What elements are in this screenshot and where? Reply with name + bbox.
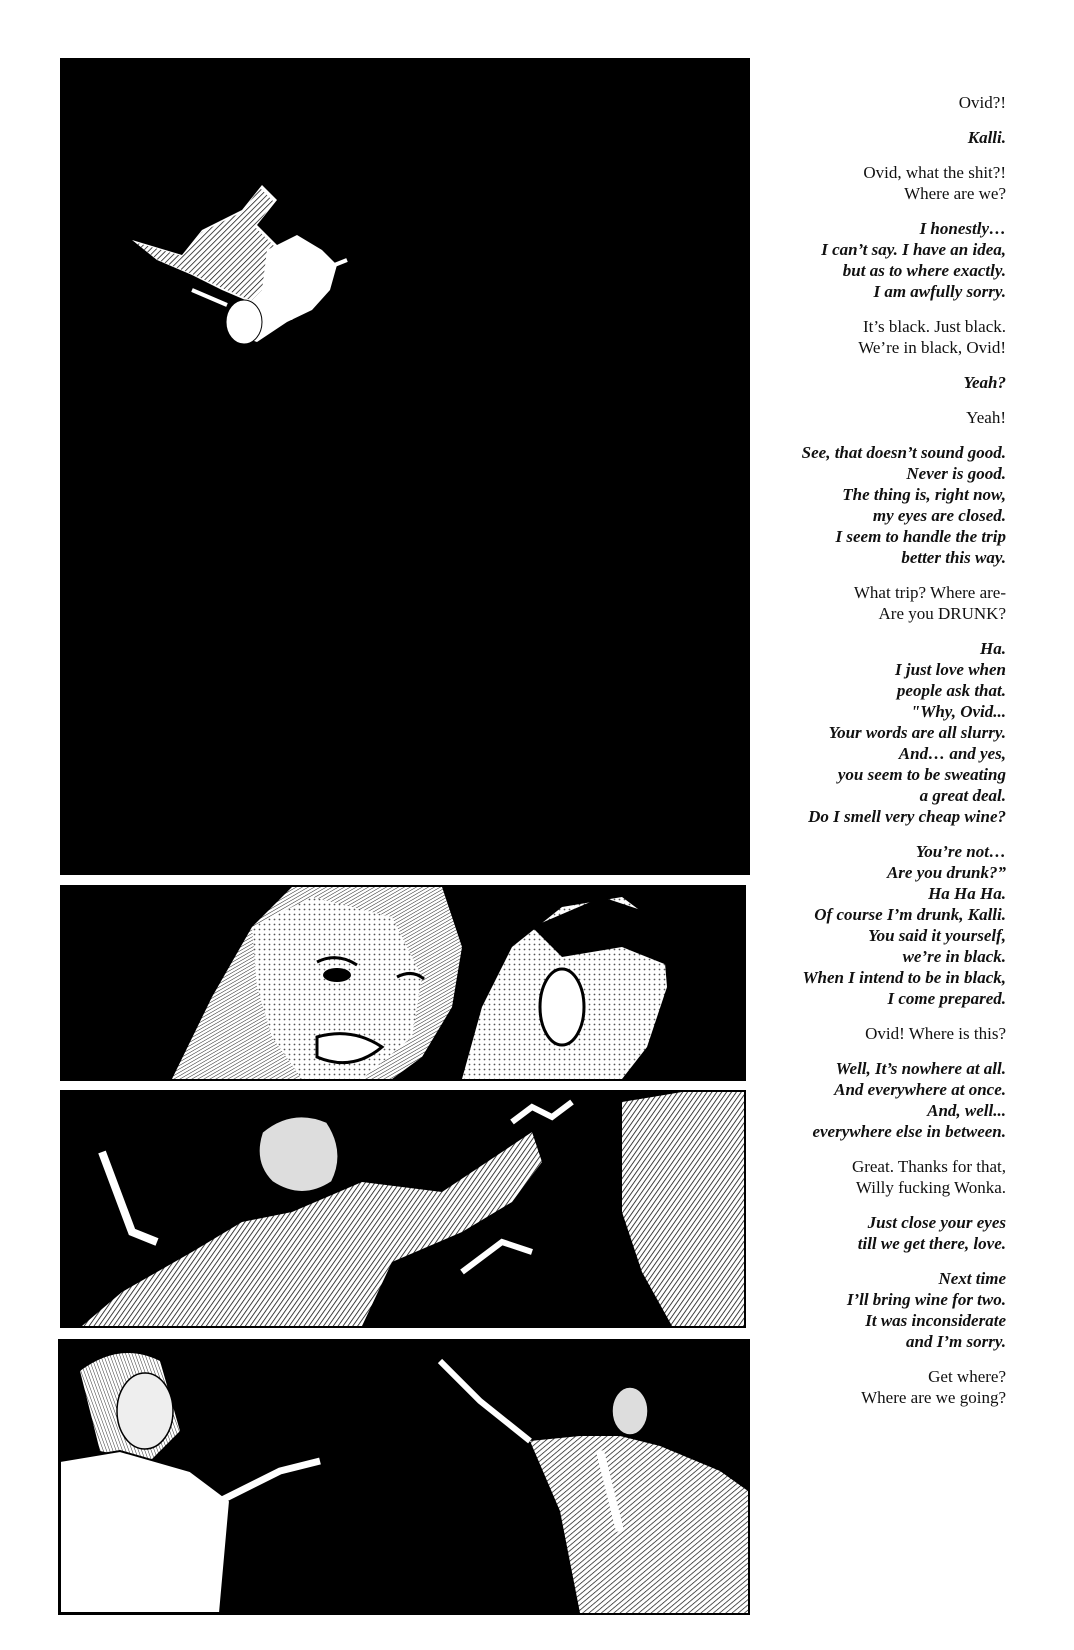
second-figure-shoulder [462, 1092, 744, 1326]
kalli-dialogue-line: Great. Thanks for that, Willy fucking Wonka. [851, 1157, 1006, 1197]
man-figure [440, 1361, 748, 1613]
ovid-dialogue-line: Yeah? [963, 373, 1006, 392]
woman-figure [60, 1353, 320, 1613]
comic-panel-closeup-faces [60, 885, 746, 1081]
kalli-dialogue-line: It’s black. Just black. We’re in black, Ovid! [858, 317, 1006, 357]
ovid-dialogue-line: Well, It’s nowhere at all. And everywhere at once. And, well... everywhere else in between. [812, 1059, 1006, 1141]
woman-face [172, 887, 462, 1079]
ovid-dialogue-line: I honestly… I can’t say. I have an idea, but as to where exactly. I am awfully sorry. [821, 219, 1006, 301]
ovid-dialogue-line: You’re not… Are you drunk?” Ha Ha Ha. Of course I’m drunk, Kalli. You said it yourself, we’re in black. When I intend to be in black, I come prepared. [802, 842, 1006, 1008]
drifting-apart-illustration [60, 1341, 748, 1613]
comic-panel-falling-figures [60, 58, 750, 875]
ovid-dialogue-line: Ha. I just love when people ask that. "Why, Ovid... Your words are all slurry. And… and yes, you seem to be sweating a great deal. Do I smell very cheap wine? [808, 639, 1006, 826]
ovid-dialogue-line: Kalli. [967, 128, 1006, 147]
ovid-dialogue-line: Next time I’ll bring wine for two. It was inconsiderate and I’m sorry. [846, 1269, 1006, 1351]
ovid-dialogue-line: Just close your eyes till we get there, love. [857, 1213, 1006, 1253]
man-body [82, 1102, 572, 1326]
comic-panel-drifting-apart [58, 1339, 750, 1615]
kalli-dialogue-line: What trip? Where are- Are you DRUNK? [853, 583, 1006, 623]
dialogue-column [760, 92, 1006, 1422]
kalli-dialogue-line: Ovid?! [958, 93, 1006, 112]
comic-panel-man-flailing [60, 1090, 746, 1328]
falling-figures-illustration [62, 60, 748, 873]
man-head [462, 897, 672, 1079]
kalli-dialogue-line: Ovid, what the shit?! Where are we? [863, 163, 1006, 203]
kalli-dialogue-line: Ovid! Where is this? [865, 1024, 1006, 1043]
closeup-faces-illustration [62, 887, 744, 1079]
ovid-dialogue-line: See, that doesn’t sound good. Never is good. The thing is, right now, my eyes are closed. I seem to handle the trip better this way. [801, 443, 1006, 567]
kalli-dialogue-line: Get where? Where are we going? [861, 1367, 1006, 1407]
man-flailing-illustration [62, 1092, 744, 1326]
kalli-dialogue-line: Yeah! [966, 408, 1006, 427]
